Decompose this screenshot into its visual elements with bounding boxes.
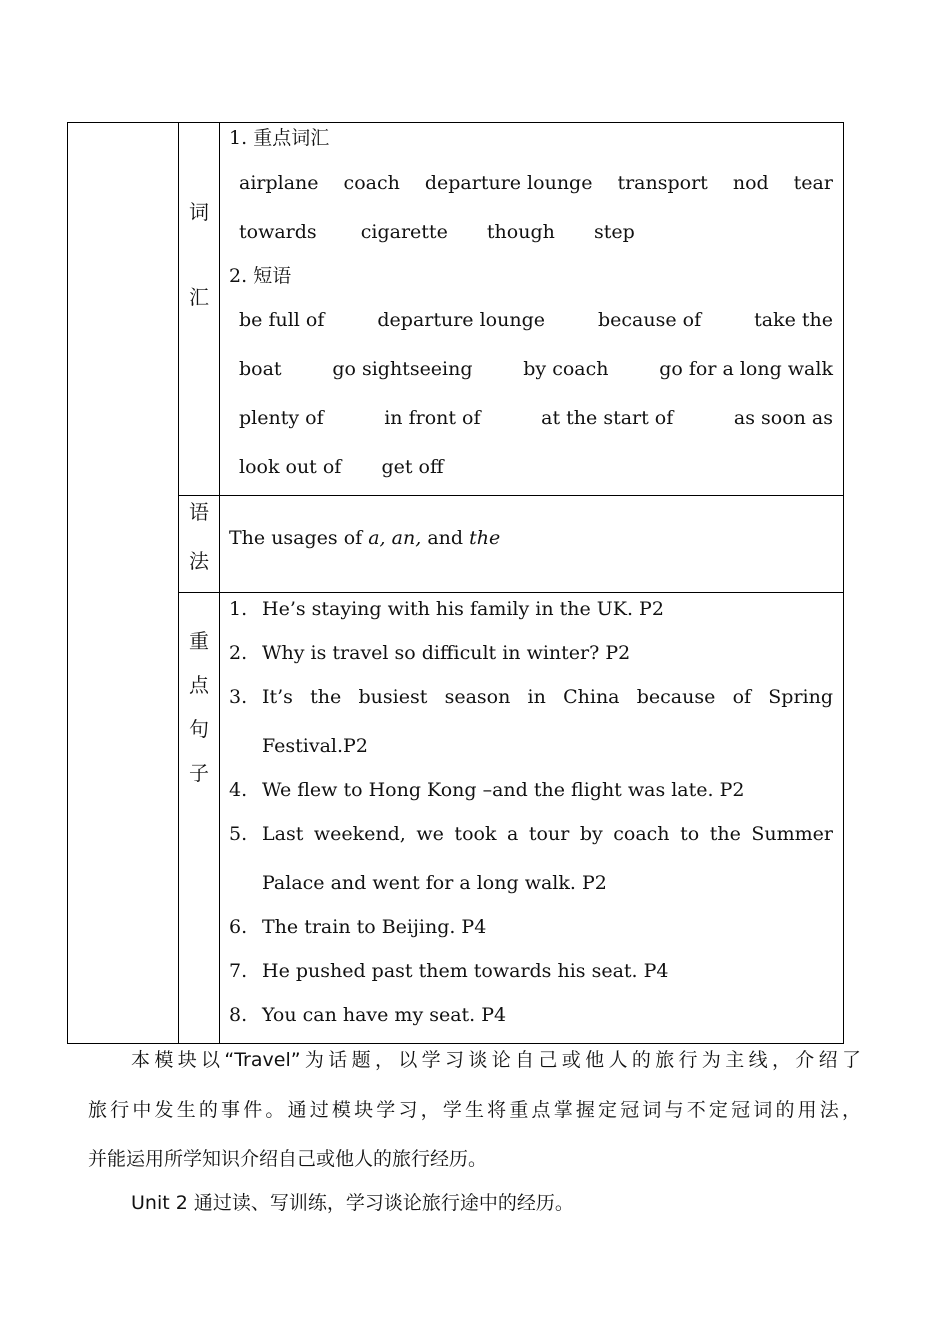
row-divider-vocab-grammar: [178, 495, 844, 496]
sentence-text: He pushed past them towards his seat. P4: [262, 960, 669, 982]
grammar-article-an: an,: [391, 527, 422, 549]
unit2-paragraph: Unit 2 通过读、写训练，学习谈论旅行途中的经历。: [131, 1192, 574, 1214]
phrase: in front of: [384, 407, 481, 429]
vocab-word: step: [593, 221, 635, 243]
grammar-label-char-1: 语: [189, 500, 209, 524]
table-col-divider-2: [219, 122, 220, 1044]
sentence-text-continued: Festival.P2: [262, 735, 368, 757]
vocab-word: tear: [793, 172, 833, 194]
vocab-word: cigarette: [360, 221, 448, 243]
table-top-border: [67, 122, 844, 123]
grammar-label-char-2: 法: [189, 549, 209, 573]
vocab-heading-1-num: 1.: [229, 127, 248, 149]
vocab-word: towards: [239, 221, 317, 243]
sentence-number: 7.: [229, 960, 248, 982]
phrase: take the: [754, 309, 833, 331]
vocab-heading-2-num: 2.: [229, 265, 248, 287]
grammar-and: and: [427, 527, 464, 549]
sentences-label-char-1: 重: [189, 629, 209, 653]
phrases-line-1: [239, 308, 833, 332]
vocab-heading-2-text: 短语: [253, 265, 292, 287]
row-divider-grammar-sentences: [178, 592, 844, 593]
table-left-border: [67, 122, 68, 1044]
sentence-text: It’s the busiest season in China because of Spring: [262, 686, 833, 708]
phrases-line-3: [239, 406, 833, 430]
vocab-word: departure lounge: [424, 172, 593, 194]
phrase: because of: [597, 309, 702, 331]
sentence-number: 8.: [229, 1004, 248, 1026]
grammar-article-a: a,: [368, 527, 386, 549]
sentence-number: 2.: [229, 642, 248, 664]
vocab-word: nod: [732, 172, 769, 194]
phrase: look out of: [239, 456, 342, 478]
phrase: by coach: [523, 358, 609, 380]
sentence-text: The train to Beijing. P4: [262, 916, 487, 938]
vocab-heading-2: [229, 264, 291, 288]
sentence-text-continued: Palace and went for a long walk. P2: [262, 872, 607, 894]
summary-paragraph-line-1: 本模块以“Travel”为话题，以学习谈论自己或他人的旅行为主线，介绍了: [131, 1049, 861, 1071]
sentences-label-char-4: 子: [189, 761, 209, 785]
phrase: go for a long walk: [659, 358, 833, 380]
table-right-border: [843, 122, 844, 1044]
phrase: boat: [239, 358, 282, 380]
vocab-words-line-2: [239, 220, 635, 244]
sentence-number: 4.: [229, 779, 248, 801]
vocab-heading-1-text: 重点词汇: [253, 127, 330, 149]
phrase: as soon as: [733, 407, 833, 429]
vocab-heading-1: [229, 126, 329, 150]
sentence-number: 3.: [229, 686, 248, 708]
sentence-text: You can have my seat. P4: [262, 1004, 507, 1026]
vocab-label-char-2: 汇: [189, 285, 209, 309]
phrase: at the start of: [541, 407, 674, 429]
table-bottom-border: [67, 1043, 844, 1044]
sentence-text: We flew to Hong Kong –and the flight was late. P2: [262, 779, 745, 801]
phrases-line-2: [239, 357, 833, 381]
vocab-word: transport: [617, 172, 708, 194]
phrase: plenty of: [239, 407, 324, 429]
sentence-number: 1.: [229, 598, 248, 620]
phrase: go sightseeing: [332, 358, 473, 380]
phrase: departure lounge: [377, 309, 545, 331]
vocab-word: coach: [343, 172, 400, 194]
vocab-word: though: [486, 221, 555, 243]
sentence-text: Last weekend, we took a tour by coach to the Summer: [262, 823, 833, 845]
sentences-label-char-3: 句: [189, 717, 209, 741]
phrase: be full of: [239, 309, 325, 331]
vocab-label-char-1: 词: [189, 200, 209, 224]
sentence-number: 5.: [229, 823, 248, 845]
sentence-text: He’s staying with his family in the UK. P2: [262, 598, 664, 620]
sentence-number: 6.: [229, 916, 248, 938]
phrase: get off: [381, 456, 444, 478]
sentences-label-char-2: 点: [189, 673, 209, 697]
vocab-word: airplane: [239, 172, 319, 194]
grammar-text: [229, 526, 500, 550]
vocab-words-line-1: [239, 171, 833, 195]
summary-paragraph-line-3: 并能运用所学知识介绍自己或他人的旅行经历。: [88, 1148, 488, 1170]
sentence-text: Why is travel so difficult in winter? P2: [262, 642, 631, 664]
grammar-article-the: the: [469, 527, 501, 549]
summary-paragraph-line-2: 旅行中发生的事件。通过模块学习，学生将重点掌握定冠词与不定冠词的用法，: [88, 1099, 861, 1121]
grammar-text-prefix: The usages of: [229, 527, 363, 549]
table-col-divider-1: [178, 122, 179, 1044]
phrases-line-4: [239, 455, 443, 479]
